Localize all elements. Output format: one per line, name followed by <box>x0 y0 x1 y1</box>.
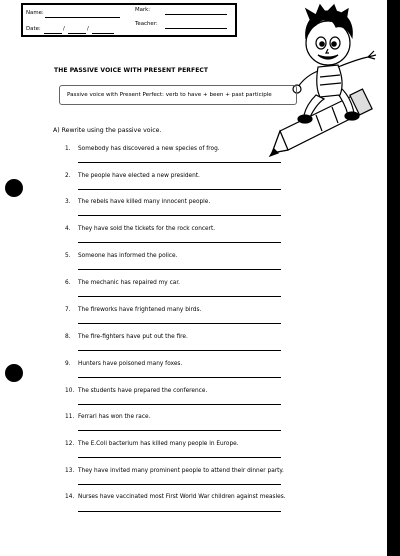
answer-line[interactable] <box>78 457 281 458</box>
binder-hole-bottom <box>5 364 23 382</box>
exercise-sentence: The students have prepared the conference. <box>78 388 208 394</box>
exercise-sentence: They have invited many prominent people to attend their dinner party. <box>78 468 284 474</box>
answer-line[interactable] <box>78 242 281 243</box>
exercise-item <box>65 441 239 447</box>
answer-line[interactable] <box>78 269 281 270</box>
exercise-item <box>65 334 188 340</box>
exercise-item <box>65 280 180 286</box>
exercise-number: 7. <box>65 307 71 313</box>
exercise-number: 11. <box>65 414 75 420</box>
exercise-sentence: Hunters have poisoned many foxes. <box>78 361 183 367</box>
exercise-sentence: Ferrari has won the race. <box>78 414 151 420</box>
answer-line[interactable] <box>78 162 281 163</box>
date-separator: / <box>87 26 89 32</box>
answer-line[interactable] <box>78 404 281 405</box>
exercise-item <box>65 361 182 367</box>
date-month-field[interactable] <box>68 33 86 34</box>
exercise-number: 2. <box>65 173 71 179</box>
answer-line[interactable] <box>78 296 281 297</box>
answer-line[interactable] <box>78 484 281 485</box>
exercise-item <box>65 199 210 205</box>
mark-label: Mark: <box>135 7 151 13</box>
exercise-number: 4. <box>65 226 71 232</box>
exercise-number: 8. <box>65 334 71 340</box>
exercise-sentence: The rebels have killed many innocent people. <box>78 199 211 205</box>
date-separator: / <box>63 26 65 32</box>
exercise-item <box>65 146 220 152</box>
exercise-number: 13. <box>65 468 75 474</box>
teacher-label: Teacher: <box>135 21 158 27</box>
exercise-sentence: Somebody has discovered a new species of frog. <box>78 146 220 152</box>
exercise-item <box>65 226 215 232</box>
answer-line[interactable] <box>78 189 281 190</box>
name-field[interactable] <box>45 17 120 18</box>
exercise-number: 10. <box>65 388 75 394</box>
exercise-sentence: The people have elected a new president. <box>78 173 200 179</box>
exercise-sentence: Nurses have vaccinated most First World War children against measles. <box>78 494 286 500</box>
exercise-number: 6. <box>65 280 71 286</box>
answer-line[interactable] <box>78 323 281 324</box>
answer-line[interactable] <box>78 511 281 512</box>
exercise-item <box>65 388 207 394</box>
date-day-field[interactable] <box>44 33 62 34</box>
answer-line[interactable] <box>78 350 281 351</box>
name-label: Name: <box>26 10 44 16</box>
exercise-item <box>65 414 150 420</box>
teacher-field[interactable] <box>165 28 227 29</box>
student-info-box <box>21 3 237 37</box>
exercise-number: 3. <box>65 199 71 205</box>
answer-line[interactable] <box>78 377 281 378</box>
section-instruction: A) Rewrite using the passive voice. <box>53 127 162 134</box>
exercise-number: 9. <box>65 361 71 367</box>
exercise-number: 5. <box>65 253 71 259</box>
mark-field[interactable] <box>165 14 227 15</box>
exercise-sentence: The fire-fighters have put out the fire. <box>78 334 188 340</box>
worksheet-title: THE PASSIVE VOICE WITH PRESENT PERFECT <box>54 67 209 74</box>
grammar-rule-box: Passive voice with Present Perfect: verb to have + been + past participle <box>59 85 297 105</box>
exercise-number: 12. <box>65 441 75 447</box>
exercise-item <box>65 307 201 313</box>
answer-line[interactable] <box>78 430 281 431</box>
exercise-item <box>65 468 284 474</box>
date-label: Date: <box>26 26 41 32</box>
exercise-number: 14. <box>65 494 75 500</box>
binder-hole-top <box>5 179 23 197</box>
exercise-sentence: The E.Coli bacterium has killed many people in Europe. <box>78 441 239 447</box>
exercise-sentence: Someone has informed the police. <box>78 253 178 259</box>
exercise-number: 1. <box>65 146 71 152</box>
exercise-item <box>65 494 286 500</box>
exercise-sentence: The mechanic has repaired my car. <box>78 280 181 286</box>
exercise-item <box>65 253 177 259</box>
exercise-sentence: The fireworks have frightened many birds. <box>78 307 202 313</box>
answer-line[interactable] <box>78 215 281 216</box>
date-year-field[interactable] <box>92 33 114 34</box>
boy-on-pencil-illustration <box>258 3 388 163</box>
exercise-item <box>65 173 200 179</box>
exercise-sentence: They have sold the tickets for the rock concert. <box>78 226 216 232</box>
